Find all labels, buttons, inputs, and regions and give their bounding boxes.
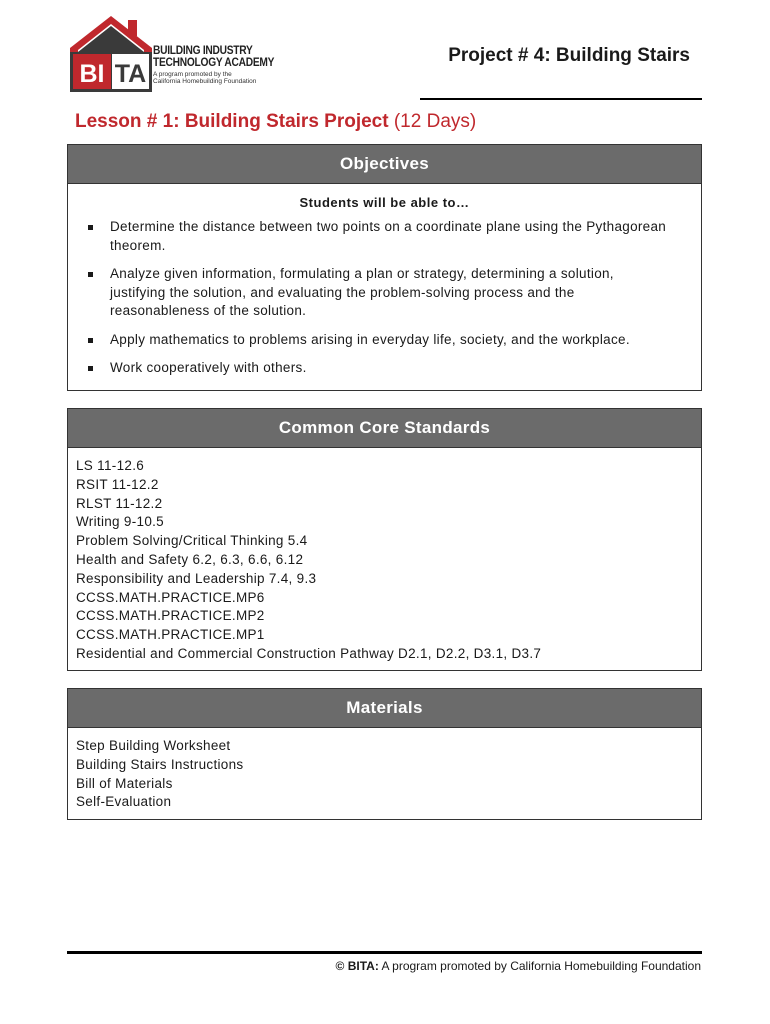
footer-brand: © BITA:	[335, 959, 379, 973]
header-divider	[420, 98, 702, 100]
logo-line-2: TECHNOLOGY ACADEMY	[153, 55, 275, 69]
material-item: Self-Evaluation	[76, 794, 172, 810]
objective-item	[110, 331, 671, 350]
standard-item: CCSS.MATH.PRACTICE.MP1	[76, 627, 265, 643]
logo-wordmark	[153, 44, 296, 85]
objective-text: Apply mathematics to problems arising in everyday life, society, and the workplace.	[110, 331, 630, 347]
square-bullet-icon	[88, 338, 93, 343]
standard-item: Writing 9-10.5	[76, 514, 164, 530]
logo-line-1: BUILDING INDUSTRY	[153, 43, 253, 57]
objective-item	[110, 359, 671, 378]
standard-item: Responsibility and Leadership 7.4, 9.3	[76, 570, 317, 586]
logo-sub-1: A program promoted by the	[153, 71, 232, 78]
objectives-section	[67, 144, 702, 391]
standard-item: Health and Safety 6.2, 6.3, 6.6, 6.12	[76, 551, 304, 567]
lesson-title	[75, 111, 476, 133]
objective-text: Analyze given information, formulating a plan or strategy, determining a solution, justifying the solution, and evaluating the problem-solving process and the reasonableness of the solution.	[110, 266, 614, 318]
logo-letters-left: BI	[79, 60, 105, 88]
lesson-name: Lesson # 1: Building Stairs Project	[75, 111, 389, 132]
standard-item: Residential and Commercial Construction Pathway D2.1, D2.2, D3.1, D3.7	[76, 645, 542, 661]
square-bullet-icon	[88, 366, 93, 371]
house-logo-icon	[66, 14, 156, 92]
standards-heading: Common Core Standards	[68, 409, 701, 448]
footer-divider	[67, 951, 702, 954]
objectives-heading: Objectives	[68, 145, 701, 184]
objectives-intro: Students will be able to…	[299, 195, 470, 210]
bita-logo	[66, 14, 281, 92]
lesson-duration: (12 Days)	[393, 111, 477, 132]
standards-list	[68, 448, 701, 664]
logo-sub-2: California Homebuilding Foundation	[153, 78, 257, 85]
material-item: Step Building Worksheet	[76, 738, 231, 753]
standard-item: Problem Solving/Critical Thinking 5.4	[76, 533, 308, 549]
standard-item: CCSS.MATH.PRACTICE.MP2	[76, 608, 265, 624]
objective-text: Determine the distance between two points on a coordinate plane using the Pythagorean theorem.	[110, 219, 667, 253]
footer	[336, 959, 701, 973]
material-item: Building Stairs Instructions	[76, 756, 244, 772]
standards-section	[67, 408, 702, 671]
materials-section	[67, 688, 702, 820]
standard-item: CCSS.MATH.PRACTICE.MP6	[76, 589, 265, 605]
square-bullet-icon	[88, 225, 93, 230]
material-item: Bill of Materials	[76, 775, 173, 791]
objective-text: Work cooperatively with others.	[110, 360, 307, 375]
materials-list	[68, 728, 701, 812]
objectives-list	[68, 218, 701, 378]
standard-item: RSIT 11-12.2	[76, 476, 159, 492]
project-title: Project # 4: Building Stairs	[448, 45, 690, 66]
standard-item: LS 11-12.6	[76, 458, 145, 473]
footer-text: A program promoted by California Homebuilding Foundation	[381, 959, 701, 973]
objective-item	[110, 265, 671, 321]
square-bullet-icon	[88, 272, 93, 277]
logo-letters-right: TA	[114, 60, 147, 88]
objective-item	[110, 218, 671, 255]
standard-item: RLST 11-12.2	[76, 495, 163, 511]
materials-heading: Materials	[68, 689, 701, 728]
